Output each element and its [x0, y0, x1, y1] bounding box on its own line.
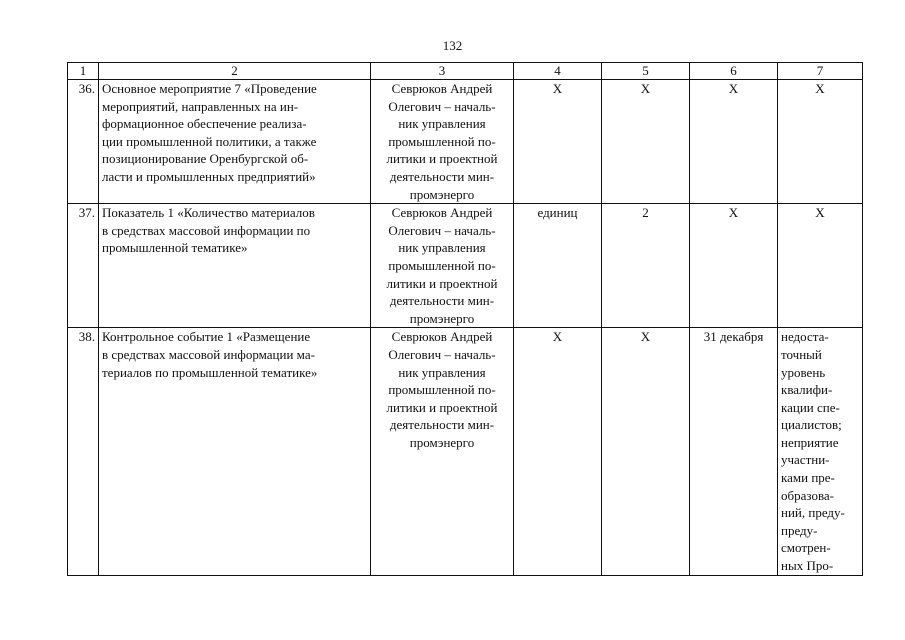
measure-description-line: Показатель 1 «Количество материалов — [102, 205, 315, 221]
column-header: 1 — [68, 63, 99, 80]
measure-description — [99, 204, 371, 328]
responsible-person-line: деятельности мин- — [389, 293, 495, 309]
risk-description-line: уровень — [781, 364, 826, 380]
risk-description-line: точный — [781, 346, 822, 362]
column-6-value: 31 декабря — [690, 328, 778, 575]
column-header: 3 — [371, 63, 514, 80]
measure-description-line: в средствах массовой информации по — [102, 222, 311, 238]
column-5-value: Х — [602, 328, 690, 575]
measure-description-line: Контрольное событие 1 «Размещение — [102, 329, 311, 345]
risk-description-line: Х — [815, 81, 825, 96]
risk-description-line: Х — [815, 205, 825, 221]
column-5-value: Х — [602, 80, 690, 204]
column-header: 7 — [778, 63, 863, 80]
responsible-person-line: промышленной по- — [388, 257, 496, 273]
risk-description-line: кации спе- — [781, 399, 840, 415]
measure-description-line: ласти и промышленных предприятий» — [102, 168, 316, 184]
column-6-value: Х — [690, 204, 778, 328]
row-number: 36. — [68, 80, 99, 204]
responsible-person-line: деятельности мин- — [389, 417, 495, 433]
risk-description-line: недоста- — [781, 329, 829, 345]
column-4-value: единиц — [514, 204, 602, 328]
responsible-person-line: Севрюков Андрей — [391, 81, 493, 96]
column-4-value: Х — [514, 80, 602, 204]
measures-table — [67, 62, 863, 576]
responsible-person-line: промэнерго — [409, 186, 475, 202]
measure-description-line: ции промышленной политики, а также — [102, 133, 317, 149]
risk-description-line: ками пре- — [781, 470, 835, 486]
measure-description-line: териалов по промышленной тематике» — [102, 364, 318, 380]
measure-description — [99, 80, 371, 204]
measure-description-line: Основное мероприятие 7 «Проведение — [102, 81, 317, 96]
row-number: 37. — [68, 204, 99, 328]
responsible-person — [371, 80, 514, 204]
responsible-person-line: промэнерго — [409, 310, 475, 326]
risk-description — [778, 80, 863, 204]
responsible-person-line: Севрюков Андрей — [391, 205, 493, 221]
responsible-person-line: промышленной по- — [388, 133, 496, 149]
responsible-person — [371, 204, 514, 328]
risk-description — [778, 328, 863, 575]
risk-description-line: образова- — [781, 487, 835, 503]
measure-description-line: позиционирование Оренбургской об- — [102, 151, 309, 167]
column-header: 4 — [514, 63, 602, 80]
risk-description-line: ных Про- — [781, 558, 834, 574]
column-header: 5 — [602, 63, 690, 80]
responsible-person-line: ник управления — [398, 364, 486, 380]
responsible-person-line: промышленной по- — [388, 382, 496, 398]
row-number: 38. — [68, 328, 99, 575]
risk-description-line: преду- — [781, 522, 818, 538]
table-header-row — [68, 63, 863, 80]
risk-description — [778, 204, 863, 328]
risk-description-line: циалистов; — [781, 417, 842, 433]
risk-description-line: неприятие — [781, 434, 839, 450]
page-number: 132 — [442, 38, 463, 53]
responsible-person-line: литики и проектной — [386, 275, 498, 291]
table-row — [68, 80, 863, 204]
column-6-value: Х — [690, 80, 778, 204]
measure-description-line: в средствах массовой информации ма- — [102, 346, 315, 362]
responsible-person — [371, 328, 514, 575]
responsible-person-line: ник управления — [398, 116, 486, 132]
responsible-person-line: ник управления — [398, 240, 486, 256]
column-header: 2 — [99, 63, 371, 80]
table-row — [68, 204, 863, 328]
measure-description-line: формационное обеспечение реализа- — [102, 116, 307, 132]
measure-description-line: промышленной тематике» — [102, 240, 248, 256]
risk-description-line: ний, преду- — [781, 505, 845, 521]
responsible-person-line: литики и проектной — [386, 399, 498, 415]
measure-description-line: мероприятий, направленных на ин- — [102, 98, 299, 114]
responsible-person-line: промэнерго — [409, 434, 475, 450]
table-row — [68, 328, 863, 575]
responsible-person-line: Олегович – началь- — [388, 346, 496, 362]
responsible-person-line: Севрюков Андрей — [391, 329, 493, 345]
responsible-person-line: Олегович – началь- — [388, 222, 496, 238]
column-header: 6 — [690, 63, 778, 80]
risk-description-line: квалифи- — [781, 382, 833, 398]
responsible-person-line: деятельности мин- — [389, 168, 495, 184]
measure-description — [99, 328, 371, 575]
risk-description-line: смотрен- — [781, 540, 831, 556]
responsible-person-line: Олегович – началь- — [388, 98, 496, 114]
risk-description-line: участни- — [781, 452, 830, 468]
column-4-value: Х — [514, 328, 602, 575]
column-5-value: 2 — [602, 204, 690, 328]
responsible-person-line: литики и проектной — [386, 151, 498, 167]
